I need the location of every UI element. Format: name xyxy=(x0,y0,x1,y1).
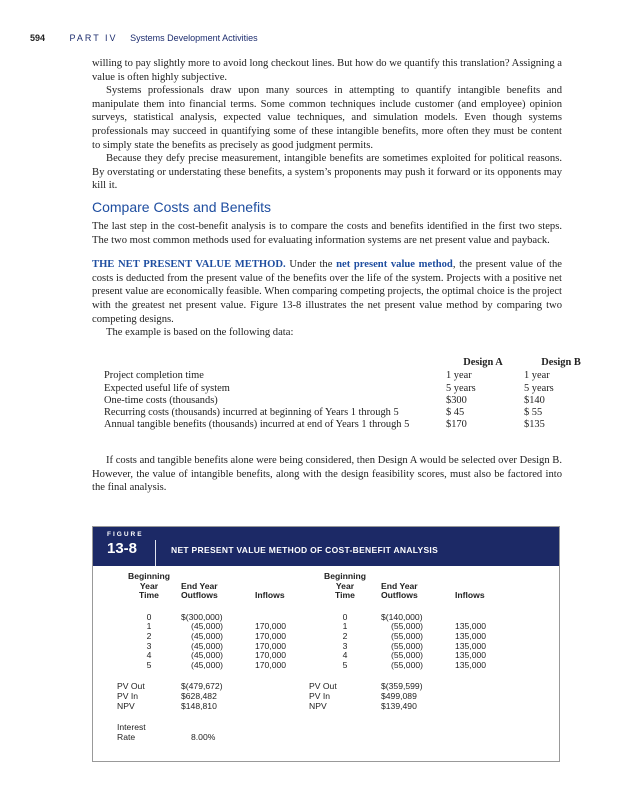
figure-number: 13-8 xyxy=(107,540,138,557)
col-inflows-b-header: Inflows xyxy=(455,590,485,601)
interest-rate-value: 8.00% xyxy=(191,731,216,742)
summary-row-npv: NPV $148,810 NPV $139,490 xyxy=(117,700,417,711)
col-outflows-b-header: End Year Outflows xyxy=(381,580,418,601)
table-row: Expected useful life of system 5 years 5 years xyxy=(104,382,554,394)
col-year-a-header: Beginning Year Time xyxy=(127,571,170,601)
paragraph-npv: THE NET PRESENT VALUE METHOD. Under the net present value method, the present value of the costs is deducted from the present value of the benefits over the life of the system. Projects with a positive net present value are economically feasible. When comparing competing projects, the optimal choice is the project with the greatest net present value. Figure 13-8 illustrates the net present value method by comparing two competing designs. xyxy=(92,259,562,325)
table-row: 2 (45,000) 170,000 2 (55,000) 135,000 xyxy=(146,630,487,641)
page-number: 594 xyxy=(30,33,46,43)
table-row: 0 $(300,000) 0 $(140,000) xyxy=(146,611,423,622)
table-row: 4 (45,000) 170,000 4 (55,000) 135,000 xyxy=(146,650,487,661)
table-row: 5 (45,000) 170,000 5 (55,000) 135,000 xyxy=(146,659,487,670)
interest-label: Interest xyxy=(117,722,146,733)
paragraph-3: Because they defy precise measurement, intangible benefits are sometimes exploited for political reasons. By overstating or understating these benefits, a system’s proponents may push it forward or its opponents may kill it. xyxy=(92,153,562,192)
summary-row-pv-in: PV In $628,482 PV In $499,089 xyxy=(117,690,417,701)
paragraph-example: The example is based on the following data: xyxy=(106,327,294,339)
conclusion-block xyxy=(92,454,562,495)
figure-header-divider xyxy=(155,540,156,566)
summary-row-pv-out: PV Out $(479,672) PV Out $(359,599) xyxy=(117,681,423,692)
paragraph-1: willing to pay slightly more to avoid long checkout lines. But how do we quantify this translation? Assigning a value is often highly subjective. xyxy=(92,58,562,83)
paragraph-conclusion: If costs and tangible benefits alone were being considered, then Design A would be selected over Design B. However, the value of intangible benefits, along with the design feasibility scores, must also be factored into the final analysis. xyxy=(92,455,562,494)
col-inflows-a-header: Inflows xyxy=(255,590,285,601)
paragraph-2: Systems professionals draw upon many sources in attempting to quantify intangible benefits and manipulate them into financial terms. Some common techniques include customer (and employee) opinion surveys, statistical analysis, expected value techniques, and simulation models. Even though systems professionals may succeed in quantifying some of these intangible benefits, more often they must be content to simply state the benefits as precisely as good judgment permits. xyxy=(92,85,562,151)
section-heading: Compare Costs and Benefits xyxy=(92,199,271,215)
part-label: PART IV xyxy=(69,33,118,43)
interest-label-row xyxy=(117,723,509,733)
design-comparison-table xyxy=(104,357,598,432)
table-row: Annual tangible benefits (thousands) incurred at end of Years 1 through 5 $170 $135 xyxy=(104,419,545,431)
figure-label: FIGURE xyxy=(107,531,144,538)
design-b-header: Design B xyxy=(541,357,581,368)
design-a-header: Design A xyxy=(463,357,503,368)
intro-block xyxy=(92,57,562,193)
npv-table xyxy=(117,572,509,742)
table-row: One-time costs (thousands) $300 $140 xyxy=(104,394,545,406)
figure-title: NET PRESENT VALUE METHOD OF COST-BENEFIT ANALYSIS xyxy=(171,545,439,555)
table-row: 1 (45,000) 170,000 1 (55,000) 135,000 xyxy=(146,621,487,632)
npv-keyword: net present value method xyxy=(336,259,453,271)
table-header-row xyxy=(104,357,598,370)
compare-block xyxy=(92,220,562,340)
npv-header-row xyxy=(117,572,509,601)
running-header xyxy=(30,33,258,43)
col-year-b-header: Beginning Year Time xyxy=(323,571,366,601)
figure-header-bar xyxy=(93,527,559,566)
table-row: Recurring costs (thousands) incurred at beginning of Years 1 through 5 $ 45 $ 55 xyxy=(104,407,543,419)
table-row: Project completion time 1 year 1 year xyxy=(104,370,550,382)
npv-run-in-head: THE NET PRESENT VALUE METHOD. xyxy=(92,259,286,271)
paragraph-4: The last step in the cost-benefit analysis is to compare the costs and benefits identified in the first two steps. The two most common methods used for evaluating information systems are net present value and payback. xyxy=(92,221,562,246)
col-outflows-a-header: End Year Outflows xyxy=(181,580,218,601)
table-row: 3 (45,000) 170,000 3 (55,000) 135,000 xyxy=(146,640,487,651)
figure-13-8 xyxy=(92,526,560,762)
interest-rate-row: Rate 8.00% xyxy=(117,733,509,743)
section-title: Systems Development Activities xyxy=(130,33,258,43)
